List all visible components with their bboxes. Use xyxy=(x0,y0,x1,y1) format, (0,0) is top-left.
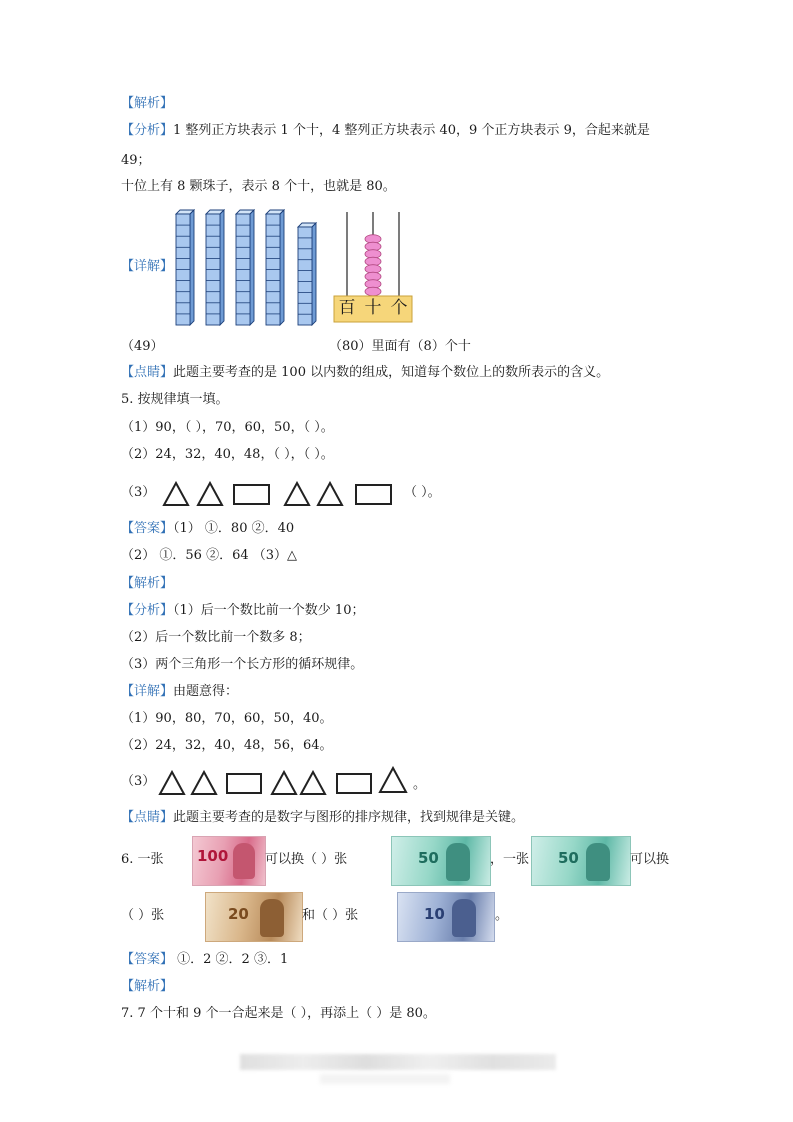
portrait-icon xyxy=(446,843,470,881)
xiangjie-tag: 【详解】 xyxy=(121,684,174,699)
answer5-line-2: （2） ①．56 ②．64 （3）△ xyxy=(121,548,298,563)
rectangle-shape xyxy=(233,484,270,505)
q7-text: 7. 7 个十和 9 个一合起来是（ ），再添上（ ）是 80。 xyxy=(121,1006,436,1021)
fenxi2-line-1 xyxy=(121,603,364,619)
dianjing-tag: 【点睛】 xyxy=(121,810,174,825)
fenxi-line-2: 49； xyxy=(121,153,151,168)
answer6-tag: 【答案】 xyxy=(121,952,174,967)
analysis-tag: 【解析】 xyxy=(121,96,174,111)
banknote-50-value: 50 xyxy=(558,849,579,867)
xiangjie2-line-3-prefix: （3） xyxy=(121,774,156,789)
q5-line-3-blank: （ ）。 xyxy=(404,485,441,500)
abacus-answer: （80）里面有（8）个十 xyxy=(329,339,471,354)
abacus-place-labels xyxy=(334,298,412,318)
triangle-shape xyxy=(158,770,186,796)
banknote-50-value: 50 xyxy=(418,849,439,867)
triangle-shape xyxy=(190,770,218,796)
abacus-label-ones: 个 xyxy=(390,298,408,318)
blurred-footer xyxy=(240,1054,556,1070)
dianjing-line-2 xyxy=(121,810,524,826)
dianjing-tag: 【点睛】 xyxy=(121,365,174,380)
answer5-tag: 【答案】 xyxy=(121,521,174,536)
q6-text-3: ，一张 xyxy=(490,852,530,867)
rectangle-shape xyxy=(355,484,392,505)
analysis-tag: 【解析】 xyxy=(121,576,174,591)
triangle-shape xyxy=(378,766,408,794)
xiangjie2-line-1: （1）90，80，70，60，50，40。 xyxy=(121,711,333,726)
portrait-icon xyxy=(586,843,610,881)
xiangjie2-intro: 由题意得： xyxy=(173,684,239,699)
fenxi2-text-1: （1）后一个数比前一个数少 10； xyxy=(173,603,365,618)
q6-text-5: （ ）张 xyxy=(121,908,165,923)
banknote-20-image xyxy=(205,892,303,942)
fenxi-tag: 【分析】 xyxy=(121,603,174,618)
banknote-50-image xyxy=(531,836,631,886)
banknote-100-image xyxy=(192,836,266,886)
q5-line-2: （2）24，32，40，48，（ ），（ ）。 xyxy=(121,447,334,462)
q6-text-6: 和（ ）张 xyxy=(302,908,359,923)
fenxi2-line-2: （2）后一个数比前一个数多 8； xyxy=(121,630,311,645)
dianjing-line-1 xyxy=(121,365,609,381)
abacus-label-tens: 十 xyxy=(364,298,382,318)
triangle-shape xyxy=(196,481,224,507)
triangle-shape xyxy=(283,481,311,507)
xiangjie2-line-2: （2）24，32，40，48，56，64。 xyxy=(121,738,333,753)
xiangjie-tag: 【详解】 xyxy=(121,259,174,274)
xiangjie2-line-0 xyxy=(121,684,238,700)
portrait-icon xyxy=(260,899,284,937)
banknote-50-image xyxy=(391,836,491,886)
answer5-text-1: （1） ①．80 ②．40 xyxy=(173,521,295,536)
triangle-shape xyxy=(299,770,327,796)
banknote-10-image xyxy=(397,892,495,942)
q5-title: 5. 按规律填一填。 xyxy=(121,392,229,407)
q6-text-4: 可以换 xyxy=(630,852,670,867)
fenxi-line-3: 十位上有 8 颗珠子，表示 8 个十，也就是 80。 xyxy=(121,179,396,194)
blurred-footer-sub xyxy=(320,1074,450,1084)
analysis-tag: 【解析】 xyxy=(121,979,174,994)
dianjing-text-2: 此题主要考查的是数字与图形的排序规律，找到规律是关键。 xyxy=(173,810,525,825)
q6-text-1: 6. 一张 xyxy=(121,852,164,867)
q6-text-7: 。 xyxy=(495,908,509,923)
blocks-answer: （49） xyxy=(121,339,164,354)
triangle-shape xyxy=(270,770,298,796)
answer5-line-1 xyxy=(121,521,294,537)
fenxi-text-1: 1 整列正方块表示 1 个十，4 整列正方块表示 40，9 个正方块表示 9，合起来就是 xyxy=(173,123,650,138)
dianjing-text-1: 此题主要考查的是 100 以内数的组成，知道每个数位上的数所表示的含义。 xyxy=(173,365,610,380)
xiangjie2-line-3-end: 。 xyxy=(413,777,427,792)
base-ten-blocks-figure xyxy=(172,208,322,326)
banknote-20-value: 20 xyxy=(228,905,249,923)
triangle-shape xyxy=(162,481,190,507)
rectangle-shape xyxy=(336,773,372,794)
answer6-line xyxy=(121,952,288,968)
triangle-shape xyxy=(316,481,344,507)
q6-text-2: 可以换（ ）张 xyxy=(265,852,348,867)
fenxi-line-1 xyxy=(121,123,650,139)
banknote-100-value: 100 xyxy=(197,847,229,865)
fenxi-tag: 【分析】 xyxy=(121,123,174,138)
q5-line-3-prefix: （3） xyxy=(121,485,156,500)
portrait-icon xyxy=(452,899,476,937)
answer6-text: ①．2 ②．2 ③．1 xyxy=(173,952,289,967)
rectangle-shape xyxy=(226,773,262,794)
abacus-label-hundreds: 百 xyxy=(338,298,356,318)
portrait-icon xyxy=(233,843,255,879)
q5-line-1: （1）90，（ ），70，60，50，（ ）。 xyxy=(121,420,334,435)
banknote-10-value: 10 xyxy=(424,905,445,923)
fenxi2-line-3: （3）两个三角形一个长方形的循环规律。 xyxy=(121,657,364,672)
